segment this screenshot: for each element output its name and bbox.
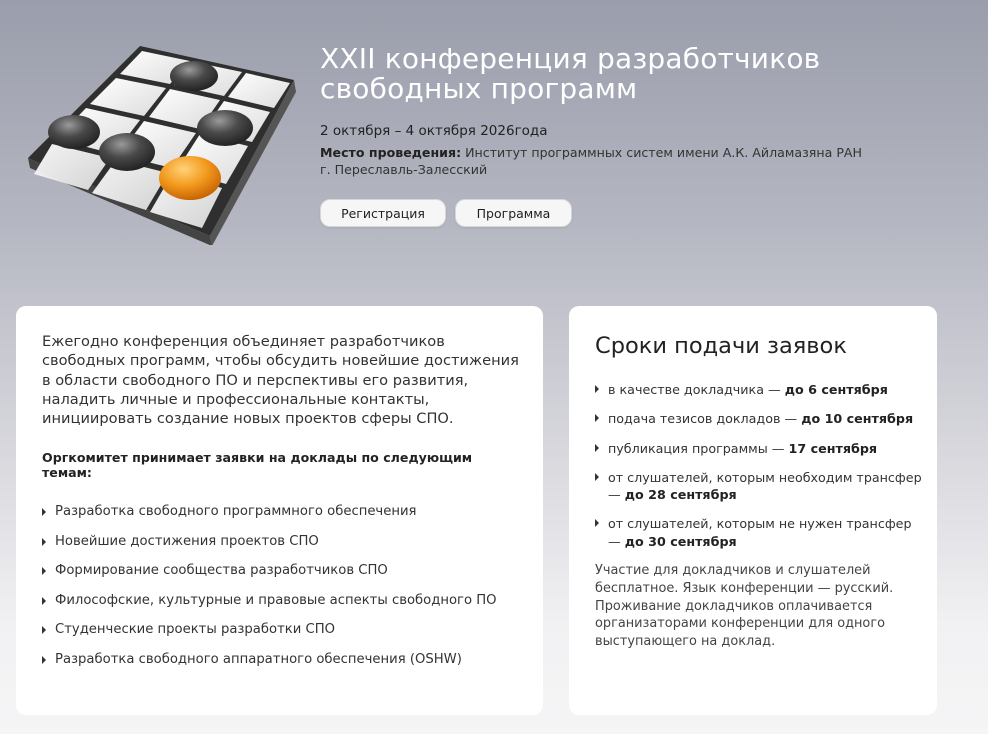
list-item: Новейшие достижения проектов СПО — [42, 534, 523, 564]
bullet-icon — [595, 519, 599, 527]
about-card — [16, 306, 543, 715]
bullet-icon — [42, 656, 46, 664]
deadline-item: подача тезисов докладов — до 10 сентября — [595, 410, 923, 427]
venue-city: г. Переславль-Залесский — [320, 162, 488, 177]
event-dates: 2 октября – 4 октября 2026года — [320, 123, 548, 139]
deadline-item: в качестве докладчика — до 6 сентября — [595, 381, 923, 398]
list-item: Формирование сообщества разработчиков СПО — [42, 563, 523, 593]
list-item: Философские, культурные и правовые аспекты свободного ПО — [42, 593, 523, 623]
topics-list — [42, 504, 523, 681]
deadline-item: публикация программы — 17 сентября — [595, 440, 923, 457]
bullet-icon — [595, 385, 599, 393]
deadlines-title: Сроки подачи заявок — [595, 333, 847, 359]
venue-label: Место проведения: — [320, 145, 462, 160]
list-item: Студенческие проекты разработки СПО — [42, 622, 523, 652]
bullet-icon — [42, 508, 46, 516]
bullet-icon — [595, 473, 599, 481]
participation-note: Участие для докладчиков и слушателей бесплатное. Язык конференции — русский. Проживание докладчиков оплачивается организаторами конференции для одного выступающего на доклад. — [595, 563, 894, 650]
register-button[interactable]: Регистрация — [320, 199, 446, 227]
venue-value: Институт программных систем имени А.К. Айламазяна РАН — [465, 145, 862, 160]
deadlines-card — [569, 306, 937, 715]
board-game-logo-icon — [22, 40, 307, 245]
title-line-2: свободных программ — [320, 72, 638, 105]
deadline-item: от слушателей, которым необходим трансфер — до 28 сентября — [595, 469, 923, 504]
list-item: Разработка свободного аппаратного обеспечения (OSHW) — [42, 652, 523, 682]
bullet-icon — [42, 538, 46, 546]
bullet-icon — [42, 597, 46, 605]
deadline-item: от слушателей, которым не нужен трансфер — до 30 сентября — [595, 515, 923, 550]
title-line-1: XXII конференция разработчиков — [320, 42, 821, 75]
bullet-icon — [42, 567, 46, 575]
deadlines-list — [595, 381, 923, 550]
list-item: Разработка свободного программного обеспечения — [42, 504, 523, 534]
intro-text: Ежегодно конференция объединяет разработчиков свободных программ, чтобы обсудить новейшие достижения в области свободного ПО и перспективы его развития, наладить личные и профессиональные контакты, инициировать создание новых проектов сферы СПО. — [42, 333, 519, 428]
bullet-icon — [42, 626, 46, 634]
bullet-icon — [595, 414, 599, 422]
bullet-icon — [595, 444, 599, 452]
venue-info — [320, 144, 880, 178]
page-title — [320, 44, 820, 104]
topics-heading: Оргкомитет принимает заявки на доклады по следующим темам: — [42, 450, 473, 481]
program-button[interactable]: Программа — [455, 199, 572, 227]
